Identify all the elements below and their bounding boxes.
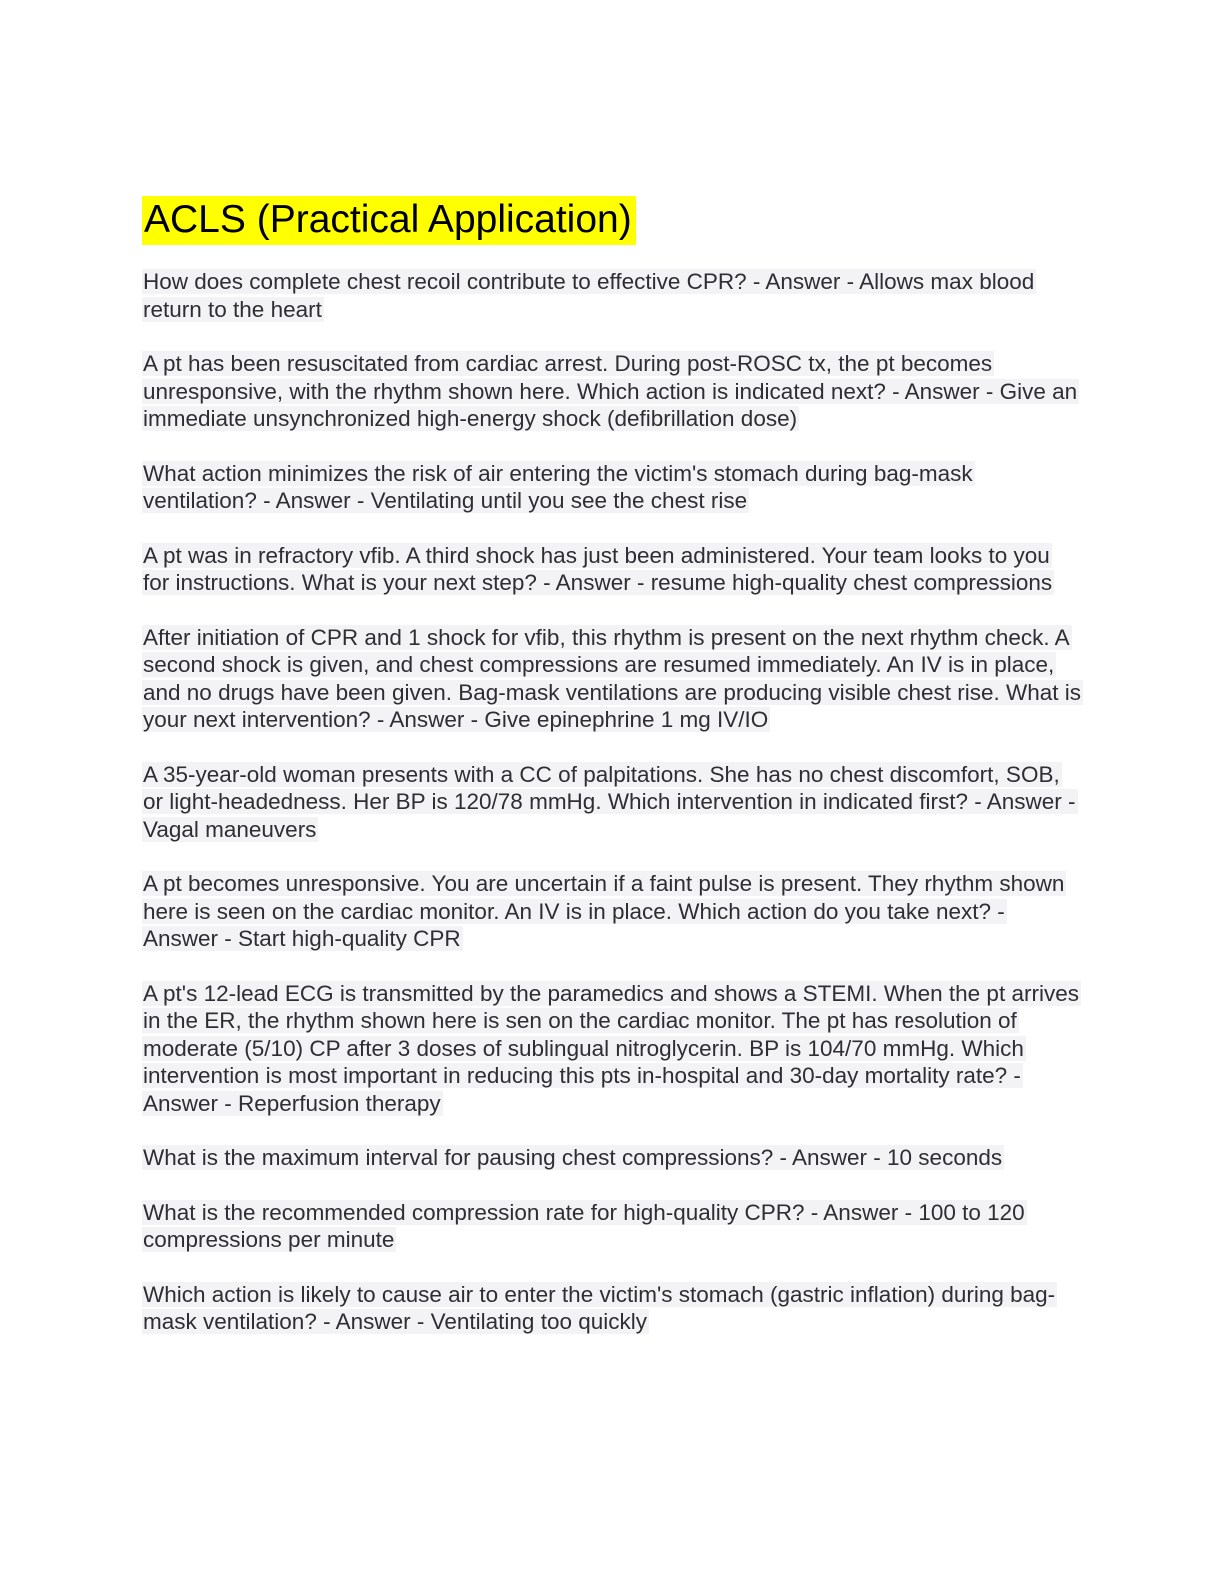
qa-text: What is the maximum interval for pausing chest compressions? - Answer - 10 seconds xyxy=(143,1145,1003,1170)
qa-text: A pt has been resuscitated from cardiac arrest. During post-ROSC tx, the pt becomes unresponsive, with the rhythm shown here. Which action is indicated next? - Answer - Give an immediate unsynchronized high-energy shock (defibrillation dose) xyxy=(143,351,1078,431)
qa-text: A pt becomes unresponsive. You are uncertain if a faint pulse is present. They rhythm shown here is seen on the cardiac monitor. An IV is in place. Which action do you take next? - Answer - Start high-quality CPR xyxy=(143,871,1065,951)
qa-text: What action minimizes the risk of air entering the victim's stomach during bag-mask ventilation? - Answer - Ventilating until you see the chest rise xyxy=(143,460,973,513)
qa-text: What is the recommended compression rate for high-quality CPR? - Answer - 100 to 120 compressions per minute xyxy=(143,1199,1025,1252)
qa-item xyxy=(142,1144,1082,1172)
qa-item xyxy=(142,268,1082,323)
qa-item xyxy=(142,980,1082,1118)
qa-text: A pt was in refractory vfib. A third shock has just been administered. Your team looks to you for instructions. What is your next step? - Answer - resume high-quality chest compressions xyxy=(143,542,1053,595)
qa-list xyxy=(142,268,1082,1336)
qa-text: A 35-year-old woman presents with a CC of palpitations. She has no chest discomfort, SOB, or light-headedness. Her BP is 120/78 mmHg. Which intervention in indicated first? - Answer - Vagal maneuvers xyxy=(143,761,1076,842)
qa-text: After initiation of CPR and 1 shock for vfib, this rhythm is present on the next rhythm check. A second shock is given, and chest compressions are resumed immediately. An IV is in place, and no drugs have been given. Bag-mask ventilations are producing visible chest rise. What is your next intervention? - Answer - Give epinephrine 1 mg IV/IO xyxy=(143,624,1082,732)
qa-item xyxy=(142,460,1082,515)
qa-item xyxy=(142,542,1082,597)
document-page xyxy=(142,196,1082,1363)
qa-item xyxy=(142,624,1082,734)
qa-item xyxy=(142,1199,1082,1254)
qa-item xyxy=(142,350,1082,433)
qa-item xyxy=(142,1281,1082,1336)
qa-text: How does complete chest recoil contribute to effective CPR? - Answer - Allows max blood return to the heart xyxy=(143,269,1035,322)
document-title: ACLS (Practical Application) xyxy=(142,196,636,245)
qa-item xyxy=(142,870,1082,953)
qa-text: Which action is likely to cause air to enter the victim's stomach (gastric inflation) during bag-mask ventilation? - Answer - Ventilating too quickly xyxy=(143,1281,1056,1334)
qa-text: A pt's 12-lead ECG is transmitted by the paramedics and shows a STEMI. When the pt arrives in the ER, the rhythm shown here is sen on the cardiac monitor. The pt has resolution of moderate (5/10) CP after 3 doses of sublingual nitroglycerin. BP is 104/70 mmHg. Which intervention is most important in reducing this pts in-hospital and 30-day mortality rate? - Answer - Reperfusion therapy xyxy=(143,980,1079,1116)
qa-item xyxy=(142,761,1082,844)
